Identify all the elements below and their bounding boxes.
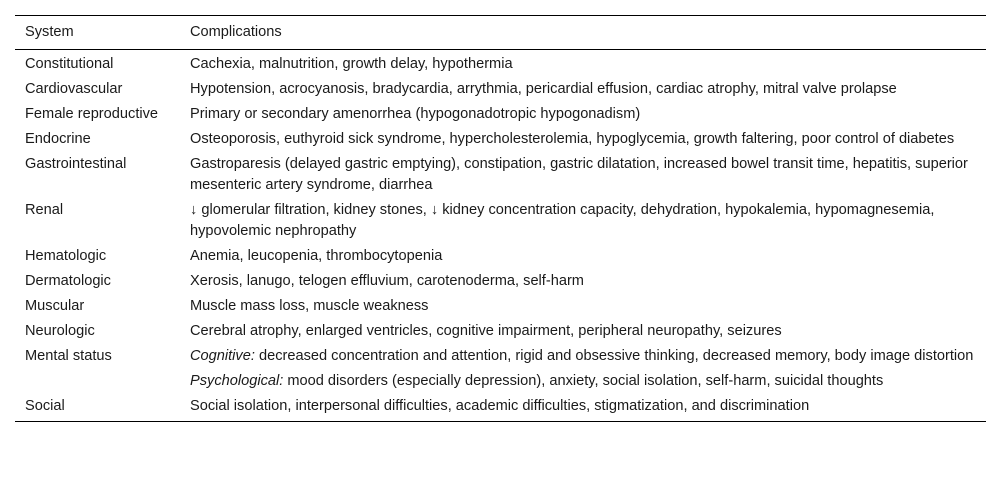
table-row [15,50,986,78]
table-row [15,294,986,319]
header-row [15,16,986,50]
table-row [15,152,986,198]
cognitive-text: decreased concentration and attention, rigid and obsessive thinking, decreased memory, body image distortion [254,348,974,364]
row-system: Mental status [25,348,112,364]
row-complications: Cerebral atrophy, enlarged ventricles, cognitive impairment, peripheral neuropathy, seizures [190,323,782,339]
row-complications: Primary or secondary amenorrhea (hypogonadotropic hypogonadism) [190,106,641,122]
table-header [15,16,986,50]
row-system: Dermatologic [25,273,111,289]
row-complications: ↓ glomerular filtration, kidney stones, ↓ kidney concentration capacity, dehydration, hypokalemia, hypomagnesemia, hypovolemic nephropathy [190,202,935,239]
row-system: Muscular [25,298,85,314]
row-complications: Cachexia, malnutrition, growth delay, hypothermia [190,56,513,72]
header-system: System [25,24,74,40]
row-system: Endocrine [25,131,91,147]
row-system: Neurologic [25,323,95,339]
row-system: Social [25,398,65,414]
row-complications: Muscle mass loss, muscle weakness [190,298,429,314]
row-system: Renal [25,202,64,218]
table-row-mental-status-psychological [15,369,986,394]
psychological-text: mood disorders (especially depression), anxiety, social isolation, self-harm, suicidal thoughts [283,373,884,389]
row-system: Female reproductive [25,106,159,122]
row-complications: Anemia, leucopenia, thrombocytopenia [190,248,443,264]
table-row [15,269,986,294]
complications-table [15,15,986,422]
table-row [15,77,986,102]
row-complications: Gastroparesis (delayed gastric emptying), constipation, gastric dilatation, increased bowel transit time, hepatitis, superior mesenteric artery syndrome, diarrhea [190,156,968,193]
row-system: Hematologic [25,248,107,264]
table-row [15,198,986,244]
complications-table-container [15,15,986,422]
row-complications: Xerosis, lanugo, telogen effluvium, carotenoderma, self-harm [190,273,584,289]
row-complications: Social isolation, interpersonal difficulties, academic difficulties, stigmatization, and discrimination [190,398,810,414]
psychological-label: Psychological: [190,373,284,389]
table-row [15,127,986,152]
row-system: Cardiovascular [25,81,123,97]
table-row-mental-status [15,344,986,369]
row-complications-psychological [180,369,986,394]
table-row [15,394,986,422]
table-body [15,50,986,422]
row-complications: Hypotension, acrocyanosis, bradycardia, arrythmia, pericardial effusion, cardiac atrophy, mitral valve prolapse [190,81,897,97]
header-complications: Complications [190,24,282,40]
table-row [15,244,986,269]
row-system: Gastrointestinal [25,156,127,172]
table-row [15,319,986,344]
table-row [15,102,986,127]
cognitive-label: Cognitive: [190,348,255,364]
row-system-empty [15,369,180,394]
row-complications-cognitive [180,344,986,369]
row-complications: Osteoporosis, euthyroid sick syndrome, hypercholesterolemia, hypoglycemia, growth faltering, poor control of diabetes [190,131,955,147]
row-system: Constitutional [25,56,114,72]
